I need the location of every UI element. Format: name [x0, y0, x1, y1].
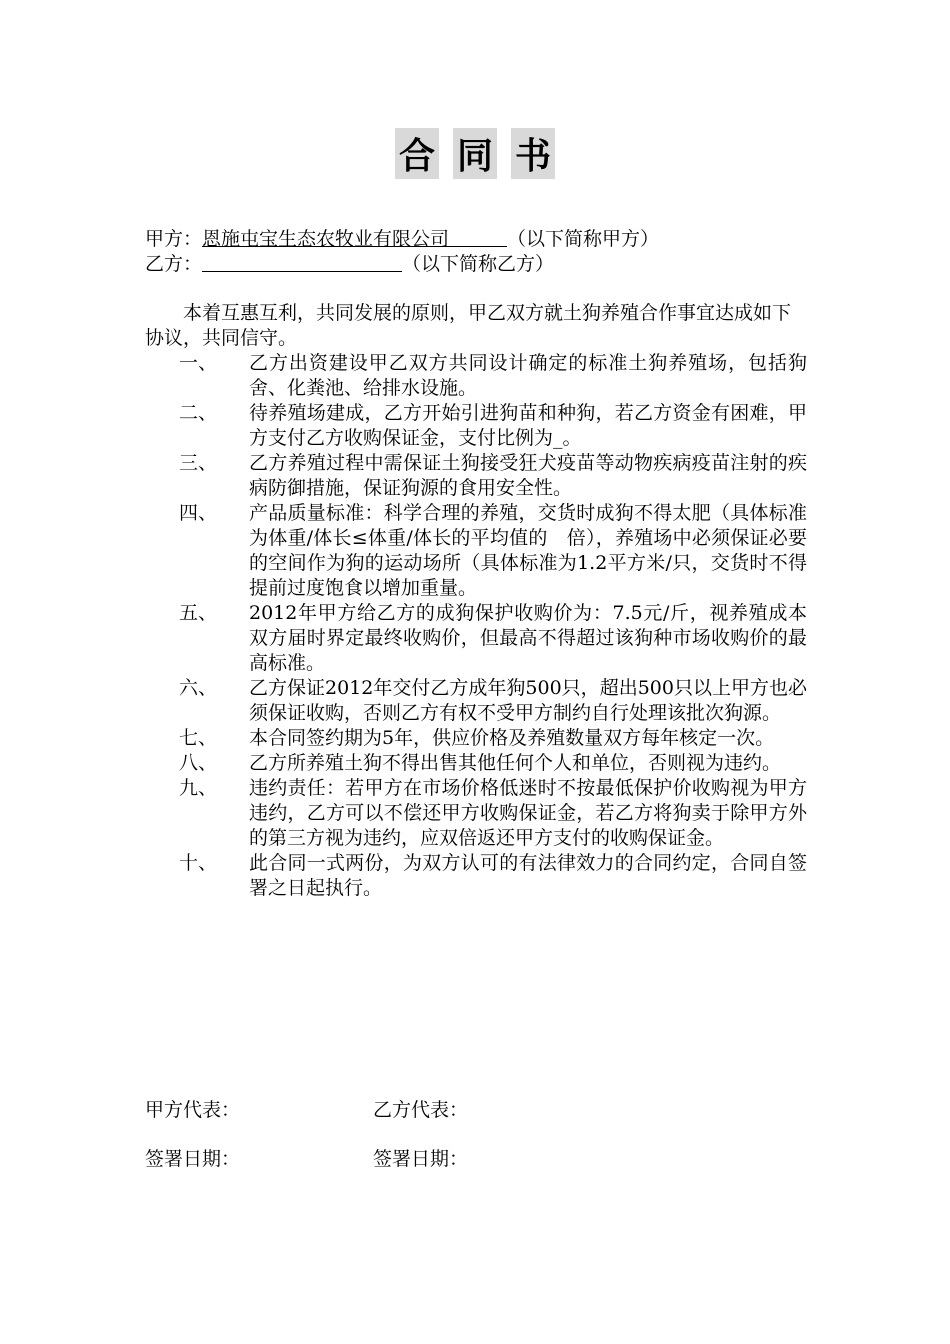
title-char: 书 — [511, 128, 555, 179]
clause-item — [145, 676, 807, 726]
party-b-suffix: （以下简称乙方） — [402, 253, 555, 275]
clause-item — [145, 726, 807, 751]
party-b-blank — [202, 251, 402, 272]
party-a-label: 甲方： — [145, 228, 203, 250]
clause-number: 八、 — [179, 752, 218, 774]
clause-item — [145, 601, 807, 676]
clause-text: 乙方所养殖土狗不得出售其他任何个人和单位，否则视为违约。 — [249, 752, 782, 774]
clause-number: 三、 — [179, 452, 218, 474]
party-a-representative: 甲方代表： — [145, 1099, 241, 1121]
clause-number: 九、 — [179, 777, 218, 799]
party-a-name: 恩施屯宝生态农牧业有限公司 — [202, 228, 450, 250]
clause-number: 六、 — [179, 677, 218, 699]
party-a-blank — [449, 226, 507, 247]
party-b-sign-date: 签署日期： — [373, 1148, 469, 1170]
clause-item — [145, 501, 807, 601]
clause-text: 此合同一式两份，为双方认可的有法律效力的合同约定，合同自签署之日起执行。 — [249, 852, 807, 899]
party-a-line — [145, 226, 659, 252]
clause-text: 违约责任：若甲方在市场价格低迷时不按最低保护价收购视为甲方违约，乙方可以不偿还甲方收购保证金，若乙方将狗卖于除甲方外的第三方视为违约，应双倍返还甲方支付的收购保证金。 — [249, 777, 807, 849]
clause-number: 五、 — [179, 602, 218, 624]
title-char: 合 — [395, 128, 439, 179]
intro-paragraph: 本着互惠互利，共同发展的原则，甲乙双方就土狗养殖合作事宜达成如下协议，共同信守。 — [145, 302, 792, 349]
clause-text: 待养殖场建成，乙方开始引进狗苗和种狗，若乙方资金有困难，甲方支付乙方收购保证金，支付比例为_。 — [249, 402, 807, 449]
clause-number: 四、 — [179, 502, 218, 524]
clause-list — [145, 351, 807, 901]
page-title — [0, 128, 950, 179]
party-b-label: 乙方： — [145, 253, 203, 275]
party-a-sign-date: 签署日期： — [145, 1148, 241, 1170]
party-b-representative: 乙方代表： — [373, 1099, 469, 1121]
party-b-line — [145, 251, 554, 277]
clause-item — [145, 851, 807, 901]
clause-text: 乙方出资建设甲乙双方共同设计确定的标准土狗养殖场，包括狗舍、化粪池、给排水设施。 — [249, 352, 807, 399]
clause-item — [145, 401, 807, 451]
clause-item — [145, 751, 807, 776]
clause-item — [145, 451, 807, 501]
clause-text: 2012年甲方给乙方的成狗保护收购价为：7.5元/斤，视养殖成本双方届时界定最终收购价，但最高不得超过该狗种市场收购价的最高标准。 — [249, 602, 807, 674]
clause-number: 七、 — [179, 727, 218, 749]
clause-text: 产品质量标准：科学合理的养殖，交货时成狗不得太肥（具体标准为体重/体长≤体重/体长的平均值的 倍），养殖场中必须保证必要的空间作为狗的运动场所（具体标准为1.2平方米/只，交货时不得提前过度饱食以增加重量。 — [249, 502, 807, 599]
clause-item — [145, 351, 807, 401]
party-a-suffix: （以下简称甲方） — [507, 228, 660, 250]
clause-number: 十、 — [179, 852, 218, 874]
clause-number: 一、 — [179, 352, 218, 374]
clause-text: 乙方养殖过程中需保证土狗接受狂犬疫苗等动物疾病疫苗注射的疾病防御措施，保证狗源的食用安全性。 — [249, 452, 807, 499]
clause-text: 乙方保证2012年交付乙方成年狗500只，超出500只以上甲方也必须保证收购，否则乙方有权不受甲方制约自行处理该批次狗源。 — [249, 677, 807, 724]
clause-text: 本合同签约期为5年，供应价格及养殖数量双方每年核定一次。 — [249, 727, 775, 749]
clause-number: 二、 — [179, 402, 218, 424]
title-char: 同 — [453, 128, 497, 179]
clause-item — [145, 776, 807, 851]
